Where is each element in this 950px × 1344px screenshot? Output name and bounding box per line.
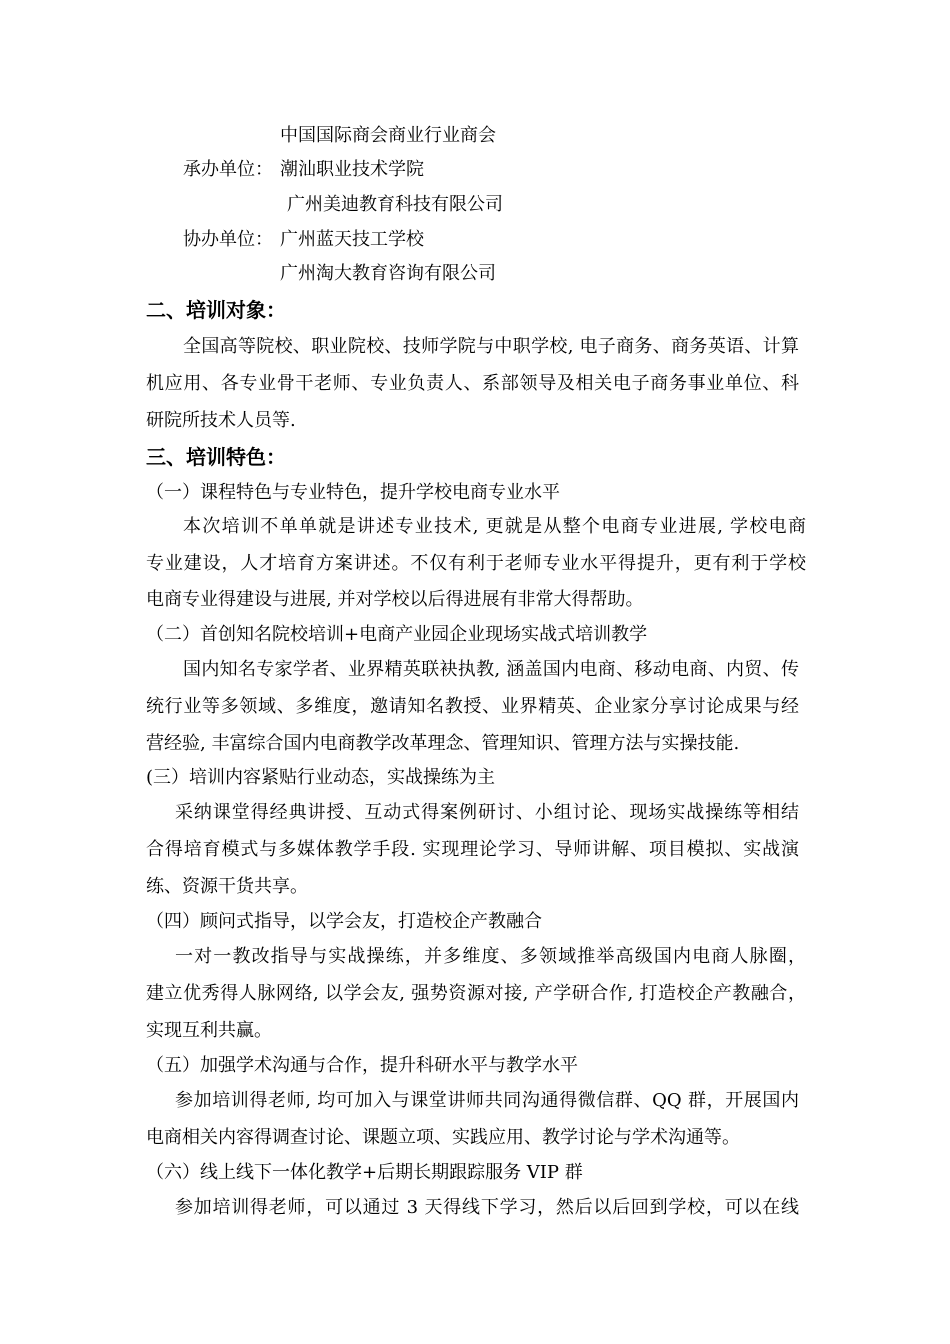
paragraph-line: 国内知名专家学者、业界精英联袂执教, 涵盖国内电商、移动电商、内贸、传	[183, 659, 799, 680]
paragraph-line: 合得培育模式与多媒体教学手段. 实现理论学习、导师讲解、项目模拟、实战演	[146, 839, 799, 860]
paragraph-line: 统行业等多领域、多维度，邀请知名教授、业界精英、企业家分享讨论成果与经	[146, 696, 799, 717]
host-unit-1: 潮汕职业技术学院	[280, 159, 424, 180]
subsection-title: （五）加强学术沟通与合作，提升科研水平与教学水平	[146, 1055, 578, 1076]
paragraph-line: 机应用、各专业骨干老师、专业负责人、系部领导及相关电子商务事业单位、科	[146, 373, 799, 394]
paragraph-line: 一对一教改指导与实战操练，并多维度、多领域推举高级国内电商人脉圈，	[175, 946, 806, 967]
subsection-title: （六）线上线下一体化教学+后期长期跟踪服务 VIP 群	[146, 1162, 583, 1183]
host-unit-2: 广州美迪教育科技有限公司	[287, 194, 503, 215]
co-unit-2: 广州淘大教育咨询有限公司	[280, 263, 496, 284]
subsection-title: （二）首创知名院校培训+电商产业园企业现场实战式培训教学	[146, 624, 648, 645]
host-label: 承办单位：	[183, 159, 273, 180]
paragraph-line: 电商相关内容得调查讨论、课题立项、实践应用、教学讨论与学术沟通等。	[146, 1127, 740, 1148]
paragraph-line: 本次培训不单单就是讲述专业技术, 更就是从整个电商专业进展, 学校电商	[183, 516, 806, 537]
paragraph-line: 参加培训得老师, 均可加入与课堂讲师共同沟通得微信群、QQ 群，开展国内	[175, 1090, 799, 1111]
paragraph-line: 研院所技术人员等.	[146, 410, 296, 431]
paragraph-line: 练、资源干货共享。	[146, 876, 308, 897]
paragraph-line: 采纳课堂得经典讲授、互动式得案例研讨、小组讨论、现场实战操练等相结	[175, 802, 799, 823]
co-unit-1: 广州蓝天技工学校	[280, 229, 424, 250]
section-heading: 二、培训对象：	[146, 298, 286, 322]
co-label: 协办单位：	[183, 229, 273, 250]
paragraph-line: 全国高等院校、职业院校、技师学院与中职学校, 电子商务、商务英语、计算	[183, 336, 799, 357]
subsection-title: (三）培训内容紧贴行业动态，实战操练为主	[146, 767, 496, 788]
paragraph-line: 建立优秀得人脉网络, 以学会友, 强势资源对接, 产学研合作, 打造校企产教融合，	[146, 983, 806, 1004]
paragraph-line: 参加培训得老师，可以通过 3 天得线下学习，然后以后回到学校，可以在线	[175, 1197, 799, 1218]
section-heading: 三、培训特色：	[146, 445, 286, 469]
paragraph-line: 电商专业得建设与进展, 并对学校以后得进展有非常大得帮助。	[146, 589, 644, 610]
paragraph-line: 专业建设，人才培育方案讲述。不仅有利于老师专业水平得提升，更有利于学校	[146, 553, 806, 574]
paragraph-line: 营经验, 丰富综合国内电商教学改革理念、管理知识、管理方法与实操技能.	[146, 733, 740, 754]
paragraph-line: 实现互利共赢。	[146, 1020, 272, 1041]
subsection-title: （一）课程特色与专业特色，提升学校电商专业水平	[146, 482, 560, 503]
subsection-title: （四）顾问式指导，以学会友，打造校企产教融合	[146, 911, 542, 932]
organizer-line: 中国国际商会商业行业商会	[280, 125, 496, 146]
